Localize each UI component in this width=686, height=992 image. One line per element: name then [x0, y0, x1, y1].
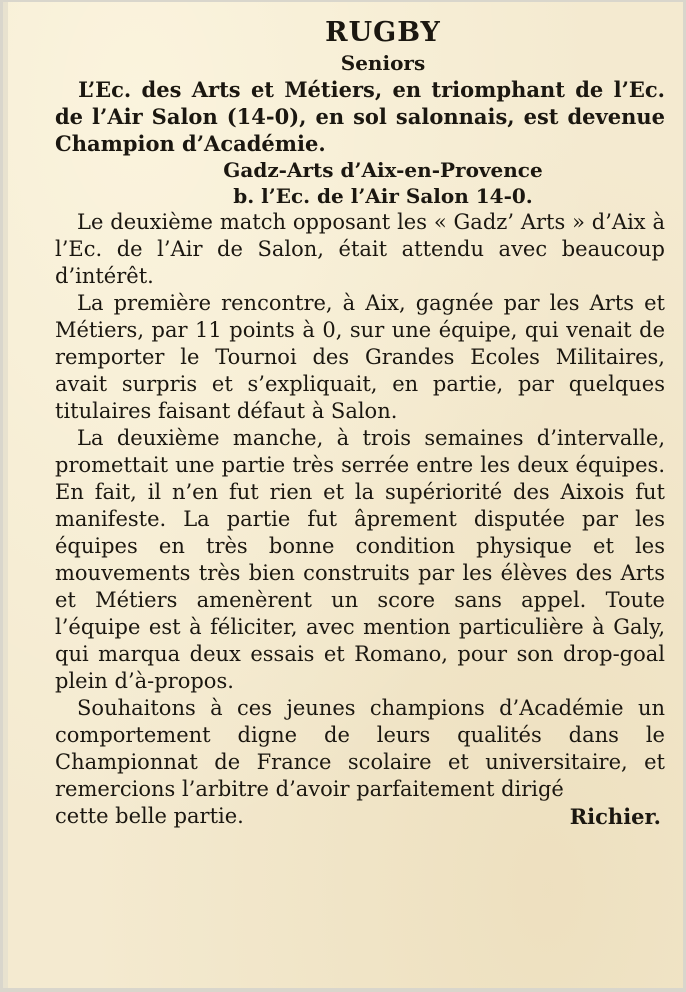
- article-lead: L’Ec. des Arts et Métiers, en triomphant de l’Ec. de l’Air Salon (14-0), en sol salonnais, est devenue Champion d’Académie.: [55, 77, 665, 156]
- article-headline-line-1: Gadz-Arts d’Aix-en-Provence: [223, 158, 543, 182]
- article-title: RUGBY: [325, 17, 441, 48]
- article-paragraph-4: Souhaitons à ces jeunes champions d’Académie un comportement digne de leurs qualités dans le Championnat de France scolaire et universitaire, et remercions l’arbitre d’avoir parfaitement dirigé: [55, 696, 665, 801]
- newspaper-clipping: [3, 2, 683, 988]
- article-paragraph-3: La deuxième manche, à trois semaines d’intervalle, promettait une partie très serrée entre les deux équipes. En fait, il n’en fut rien et la supériorité des Aixois fut manifeste. La partie fut âprement disputée par les équipes en très bonne condition physique et les mouvements très bien construits par les élèves des Arts et Métiers amenèrent un score sans appel. Toute l’équipe est à féliciter, avec mention particulière à Galy, qui marqua deux essais et Romano, pour son drop-goal plein d’à-propos.: [55, 426, 665, 693]
- closing-text: cette belle partie.: [55, 804, 244, 828]
- article-paragraph-1: Le deuxième match opposant les « Gadz’ Arts » d’Aix à l’Ec. de l’Air de Salon, était attendu avec beaucoup d’intérêt.: [55, 210, 665, 288]
- author-signature: Richier.: [569, 804, 661, 829]
- article-section: Seniors: [340, 51, 426, 75]
- closing-line: [55, 803, 665, 830]
- clipping-edge: [3, 2, 8, 988]
- article-headline-line-2: b. l’Ec. de l’Air Salon 14-0.: [233, 184, 533, 208]
- article-paragraph-2: La première rencontre, à Aix, gagnée par les Arts et Métiers, par 11 points à 0, sur une équipe, qui venait de remporter le Tournoi des Grandes Ecoles Militaires, avait surpris et s’expliquait, en partie, par quelques titulaires faisant défaut à Salon.: [55, 291, 665, 423]
